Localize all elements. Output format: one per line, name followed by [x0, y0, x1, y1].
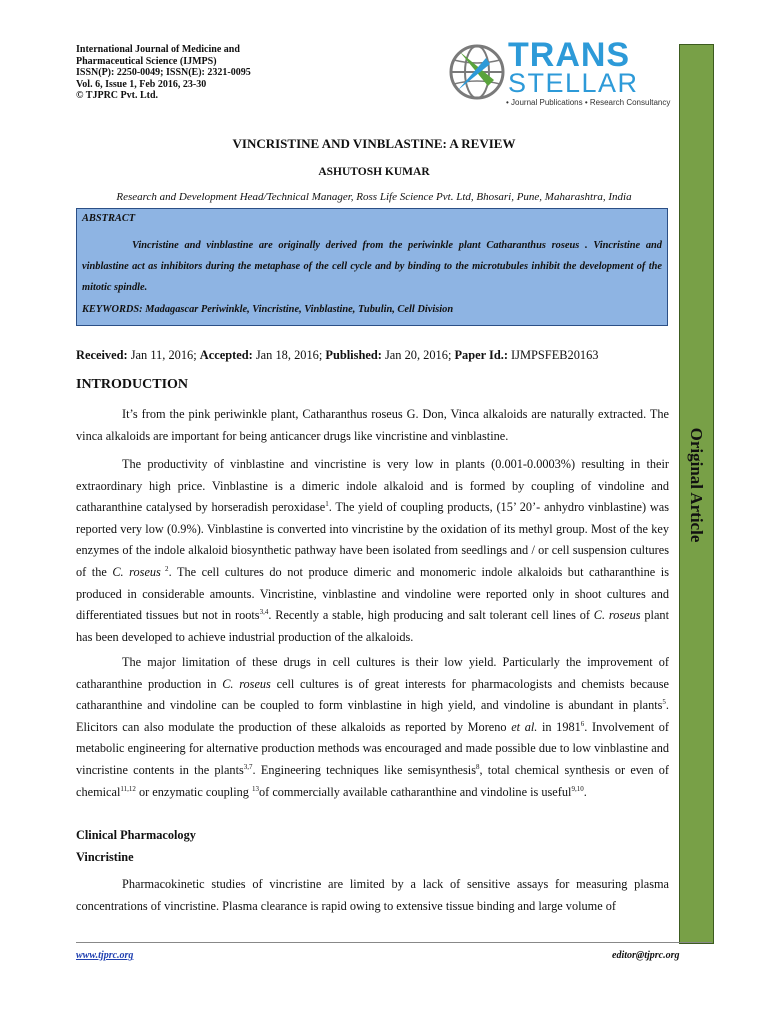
publication-dates	[76, 348, 676, 363]
globe-icon	[446, 40, 508, 108]
journal-name-line2: Pharmaceutical Science (IJMPS)	[76, 55, 217, 67]
footer-email: editor@tjprc.org	[612, 950, 680, 961]
footer-website-link[interactable]: www.tjprc.org	[76, 950, 134, 961]
abstract-body: Vincristine and vinblastine are originally derived from the periwinkle plant Catharanthus roseus . Vincristine and vinblastine act as inhibitors during the metaphase of the cell cycle and by binding to the microtubules inhibit the development of the mitotic spindle.	[82, 240, 662, 293]
accepted-label: Accepted:	[199, 348, 253, 362]
abstract-heading: ABSTRACT	[82, 213, 136, 224]
transstellar-logo	[446, 38, 676, 110]
paragraph-3: The major limitation of these drugs in cell cultures is their low yield. Particularly the improvement of catharanthine production in C. roseus cell cultures is of great interests for pharmacologists and chemists because catharanthine and vindoline can be coupled to form vinblastine in high yield, and vindoline is abundant in plants$^5$. Elicitors can also modulate the production of these alkaloids as reported by Moreno et al. in 1981$^6$. Involvement of metabolic engineering for alternative production methods was encouraged and made possible due to low vinblastine and vincristine contents in the plants$^{3,7}$. Engineering techniques like semisynthesis$^8$, total chemical synthesis or even of chemical$^{11,12}$ or enzymatic coupling $^{13}$of commercially available catharanthine and vindoline is useful$^{9,10}$.	[76, 655, 670, 799]
journal-volume: Vol. 6, Issue 1, Feb 2016, 23-30	[76, 78, 207, 90]
received-label: Received:	[76, 348, 128, 362]
author-name: ASHUTOSH KUMAR	[318, 166, 430, 178]
journal-name-line1: International Journal of Medicine and	[76, 44, 240, 55]
abstract-keywords: KEYWORDS: Madagascar Periwinkle, Vincristine, Vinblastine, Tubulin, Cell Division	[82, 304, 454, 315]
published-label: Published:	[325, 348, 382, 362]
logo-tagline: • Journal Publications • Research Consultancy	[506, 98, 671, 107]
journal-info	[76, 44, 376, 102]
subheading-clinical-pharmacology: Clinical Pharmacology	[76, 828, 196, 842]
abstract-box	[76, 208, 668, 326]
published-date: Jan 20, 2016;	[381, 348, 455, 362]
subheading-vincristine: Vincristine	[76, 850, 134, 864]
journal-copyright: © TJPRC Pvt. Ltd.	[76, 90, 159, 101]
paragraph-2: The productivity of vinblastine and vincristine is very low in plants (0.001-0.0003%) resulting in their extraordinary high price. Vinblastine is a dimeric indole alkaloid and is formed by coupling of vindoline and catharanthine catalysed by horseradish peroxidase$^1$. The yield of coupling products, (15’ 20’- anhydro vinblastine) was reported very low (0.9%). Vinblastine is converted into vincristine by the oxidation of its methyl group. Most of the key enzymes of the indole alkaloid biosynthetic pathway have been isolated from seedlings and / or cell suspension cultures of the C. roseus $^2$. The cell cultures do not produce dimeric and monomeric indole alkaloids but catharanthine is produced in considerable amounts. Vincristine, vinblastine and vindoline were reported only in shoot cultures and differentiated tissues but not in roots$^{3,4}$. Recently a stable, high producing and salt tolerant cell lines of C. roseus plant has been developed to achieve industrial production of the alkaloids.	[76, 457, 670, 644]
section-heading-introduction: INTRODUCTION	[76, 377, 189, 392]
logo-word-stellar: STELLAR	[508, 68, 639, 98]
paragraph-4: Pharmacokinetic studies of vincristine are limited by a lack of sensitive assays for measuring plasma concentrations of vincristine. Plasma clearance is rapid owing to extensive tissue binding and large volume of	[76, 877, 669, 913]
received-date: Jan 11, 2016;	[127, 348, 200, 362]
paper-id: IJMPSFEB20163	[507, 348, 599, 362]
paragraph-1: It’s from the pink periwinkle plant, Catharanthus roseus G. Don, Vinca alkaloids are naturally extracted. The vinca alkaloids are important for being anticancer drugs like vincristine and vinblastine.	[76, 407, 669, 443]
author-affiliation: Research and Development Head/Technical Manager, Ross Life Science Pvt. Ltd, Bhosari, Pune, Maharashtra, India	[116, 191, 632, 203]
paper-id-label: Paper Id.:	[454, 348, 508, 362]
journal-issn: ISSN(P): 2250-0049; ISSN(E): 2321-0095	[76, 67, 251, 78]
article-type-label: Original Article	[687, 427, 706, 543]
footer-divider	[76, 942, 712, 943]
paper-title: VINCRISTINE AND VINBLASTINE: A REVIEW	[232, 136, 516, 151]
logo-word-trans: TRANS	[508, 36, 631, 74]
accepted-date: Jan 18, 2016;	[252, 348, 326, 362]
